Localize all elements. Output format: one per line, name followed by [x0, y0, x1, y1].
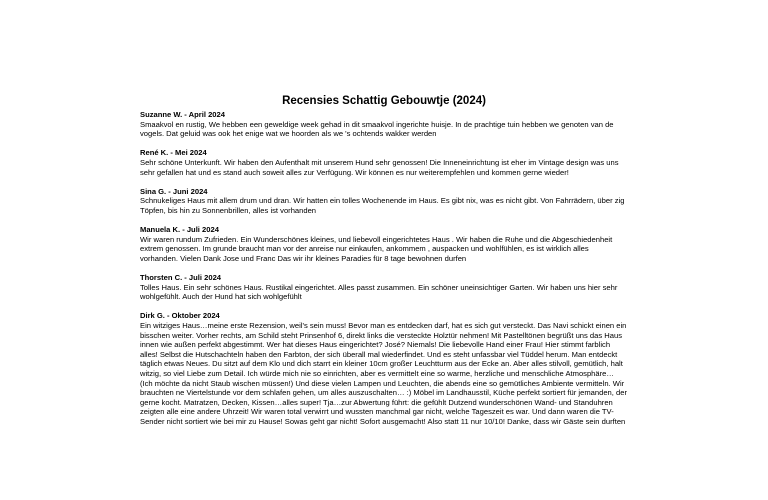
- review-item: [140, 273, 628, 302]
- review-item: [140, 110, 628, 139]
- review-text: Tolles Haus. Ein sehr schönes Haus. Rustikal eingerichtet. Alles passt zusammen. Ein schöner uneinsichtiger Garten. Wir haben uns hier sehr wohlgefühlt. Auch der Hund hat sich wohlgefühlt: [140, 282, 618, 302]
- review-text: Schnukeliges Haus mit allem drum und dran. Wir hatten ein tolles Wochenende im Haus. Es gibt nix, was es nicht gibt. Von Fahrrädern, über zig Töpfen, bis hin zu Sonnenbrillen, alles ist vorhanden: [140, 196, 625, 215]
- review-item: [140, 225, 628, 263]
- document-content: [140, 95, 628, 436]
- review-text: Ein witziges Haus…meine erste Rezension, weil's sein muss! Bevor man es entdecken darf, hat es sich gut versteckt. Das Navi schickt einen ein bisschen weiter. Vorher rechts, am Schild steht Prinsenhof 6, direkt links die versteckte Holztür nehmen! Mit Pastelltönen begrüßt uns das Haus innen wie außen perfekt abgestimmt. Wer hat dieses Haus eingerichtet? José? Niemals! Die liebevolle Hand einer Frau! Hier stimmt farblich alles! Selbst die Hutschachteln haben den Farbton, der sich überall mal wiederfindet. Und es steht unfassbar viel Tüddel herum. Man entdeckt täglich etwas Neues. Du sitzt auf dem Klo und dich starrt ein kleiner 10cm großer Leuchtturm aus der Ecke an. Aber alles stilvoll, gemütlich, halt witzig, so viel Liebe zum Detail. Ich würde mich nie so einrichten, aber es vermittelt eine so warme, herzliche und menschliche Atmosphäre… (Ich möchte da nicht Staub wischen müssen!) Und diese vielen Lampen und Leuchten, die abends eine so gemütliches Ambiente vermitteln. Wir brauchten ne Viertelstunde vor dem schlafen gehen, um alles auszuschalten… :) Möbel im Landhausstil, Küche perfekt sortiert für jemanden, der gerne kocht. Matratzen, Decken, Kissen…alles super! Tja…zur Abwertung führt: die gefühlt Dutzend wunderschönen Wand- und Standuhren zeigten alle eine andere Uhrzeit! Wir waren total verwirrt und wussten manchmal gar nicht, welche Tageszeit es war. Und dann waren die TV-Sender nicht sortiert wie bei mir zu Hause! Sowas geht gar nicht! Sofort ausgemacht! Also statt 11 nur 10/10! Danke, dass wir Gäste sein durften: [140, 321, 627, 426]
- review-author-date: Dirk G. - Oktober 2024: [140, 311, 220, 321]
- review-author-date: Thorsten C. - Juli 2024: [140, 273, 222, 283]
- review-text: Wir waren rundum Zufrieden. Ein Wunderschönes kleines, und liebevoll eingerichtetes Haus . Wir haben die Ruhe und die Abgeschiedenheit extrem genossen. Im grunde braucht man vor der anreise nur einkaufen, ankommem , auspacken und wohlfühlen, es ist wirklich alles vorhanden. Vielen Dank Jose und Franc Das wir ihr kleines Paradies für 8 tage bewohnen durfen: [140, 234, 613, 263]
- review-author-date: Sina G. - Juni 2024: [140, 186, 208, 196]
- review-author-date: Manuela K. - Juli 2024: [140, 225, 219, 235]
- review-author-date: Suzanne W. - April 2024: [140, 110, 225, 119]
- review-author-date: René K. - Mei 2024: [140, 148, 207, 158]
- review-text: Sehr schöne Unterkunft. Wir haben den Aufenthalt mit unserem Hund sehr genossen! Die Inneneinrichtung ist eher im Vintage design was uns sehr gefallen hat und es stand auch soweit alles zur Verfügung. Wir können es nur weiterempfehlen und kommen gerne wieder!: [140, 157, 619, 177]
- review-item: [140, 187, 628, 216]
- review-item: [140, 311, 628, 426]
- review-text: Smaakvol en rustig, We hebben een geweldige week gehad in dit smaakvol ingerichte huisje. In de prachtige tuin hebben we genoten van de vogels. Dat geluid was ook het enige wat we hoorden als we 's ochtends wakker werden: [140, 119, 614, 139]
- review-item: [140, 148, 628, 177]
- page-title: Recensies Schattig Gebouwtje (2024): [282, 95, 486, 107]
